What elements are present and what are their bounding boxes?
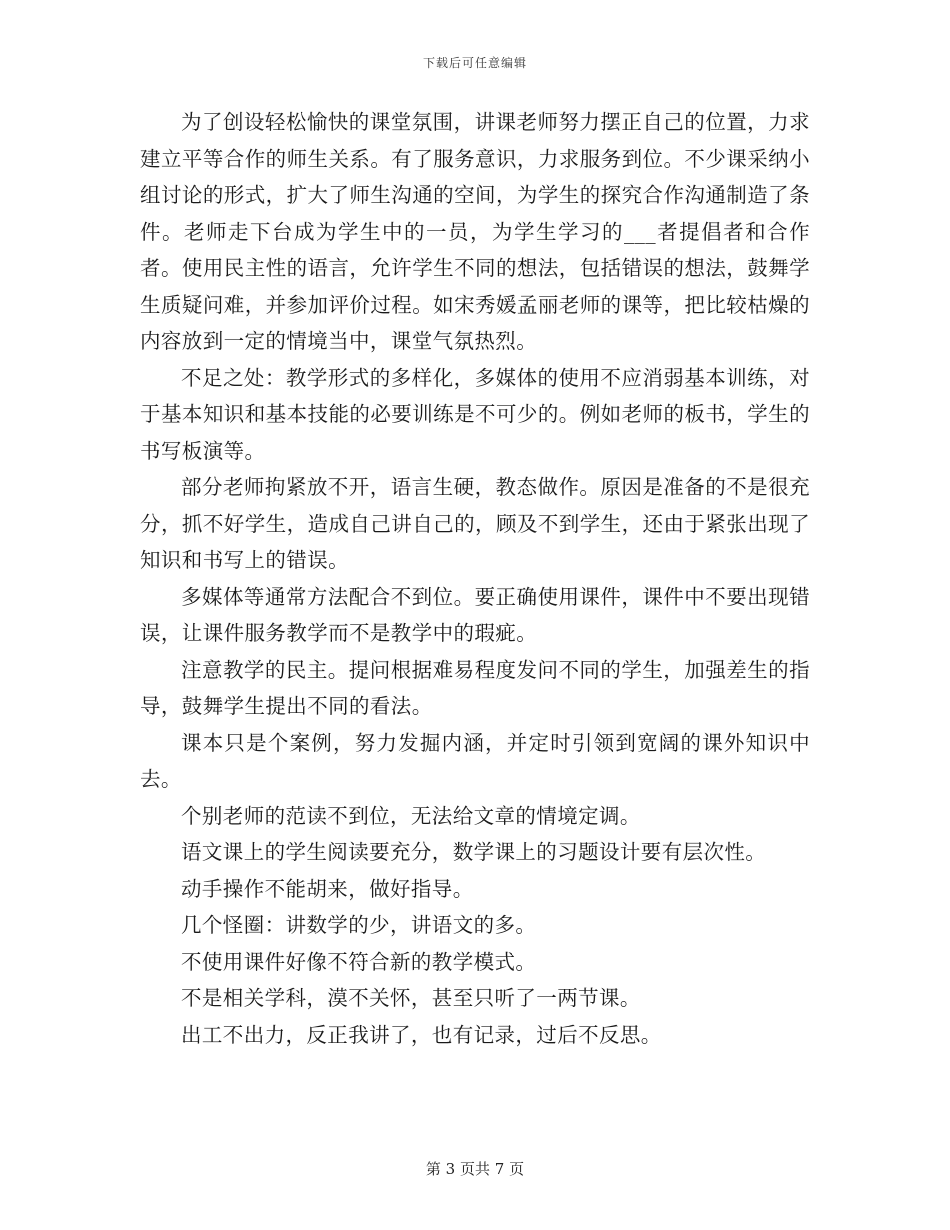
page-number-footer: 第 3 页共 7 页 [425, 1160, 525, 1178]
paragraph-reading-exercises: 语文课上的学生阅读要充分，数学课上的习题设计要有层次性。 [181, 840, 767, 864]
paragraph-misconceptions: 几个怪圈：讲数学的少，讲语文的多。 [181, 913, 537, 937]
paragraph-courseware: 不使用课件好像不符合新的教学模式。 [181, 949, 537, 974]
document-body [140, 104, 810, 1053]
paragraph-classroom-atmosphere: 为了创设轻松愉快的课堂氛围，讲课老师努力摆正自己的位置，力求建立平等合作的师生关系。有了服务意识，力求服务到位。不少课采纳小组讨论的形式，扩大了师生沟通的空间，为学生的探究合作沟通制造了条件。老师走下台成为学生中的一员，为学生学习的___者提倡者和合作者。使用民主性的语言，允许学生不同的想法，包括错误的想法，鼓舞学生质疑问难，并参加评价过程。如宋秀媛孟丽老师的课等，把比较枯燥的内容放到一定的情境当中，课堂气氛热烈。 [140, 110, 810, 353]
paragraph-model-reading: 个别老师的范读不到位，无法给文章的情境定调。 [181, 803, 641, 828]
paragraph-hands-on: 动手操作不能胡来，做好指导。 [181, 876, 474, 901]
paragraph-unrelated-subjects: 不是相关学科，漠不关怀，甚至只听了一两节课。 [181, 986, 641, 1010]
paragraph-no-reflection: 出工不出力，反正我讲了，也有记录，过后不反思。 [181, 1022, 662, 1047]
paragraph-teaching-democracy: 注意教学的民主。提问根据难易程度发问不同的学生，加强差生的指导，鼓舞学生提出不同的看法。 [140, 657, 810, 718]
paragraph-teacher-nervousness: 部分老师拘紧放不开，语言生硬，教态做作。原因是准备的不是很充分，抓不好学生，造成自己讲自己的，顾及不到学生，还由于紧张出现了知识和书写上的错误。 [140, 475, 810, 572]
paragraph-shortcomings: 不足之处：教学形式的多样化，多媒体的使用不应消弱基本训练，对于基本知识和基本技能的必要训练是不可少的。例如老师的板书，学生的书写板演等。 [140, 365, 810, 463]
page-header-note: 下载后可任意编辑 [422, 56, 527, 70]
paragraph-textbook-case: 课本只是个案例，努力发掘内涵，并定时引领到宽阔的课外知识中去。 [140, 730, 810, 791]
paragraph-multimedia-coordination: 多媒体等通常方法配合不到位。要正确使用课件，课件中不要出现错误，让课件服务教学而不是教学中的瑕疵。 [140, 584, 810, 645]
